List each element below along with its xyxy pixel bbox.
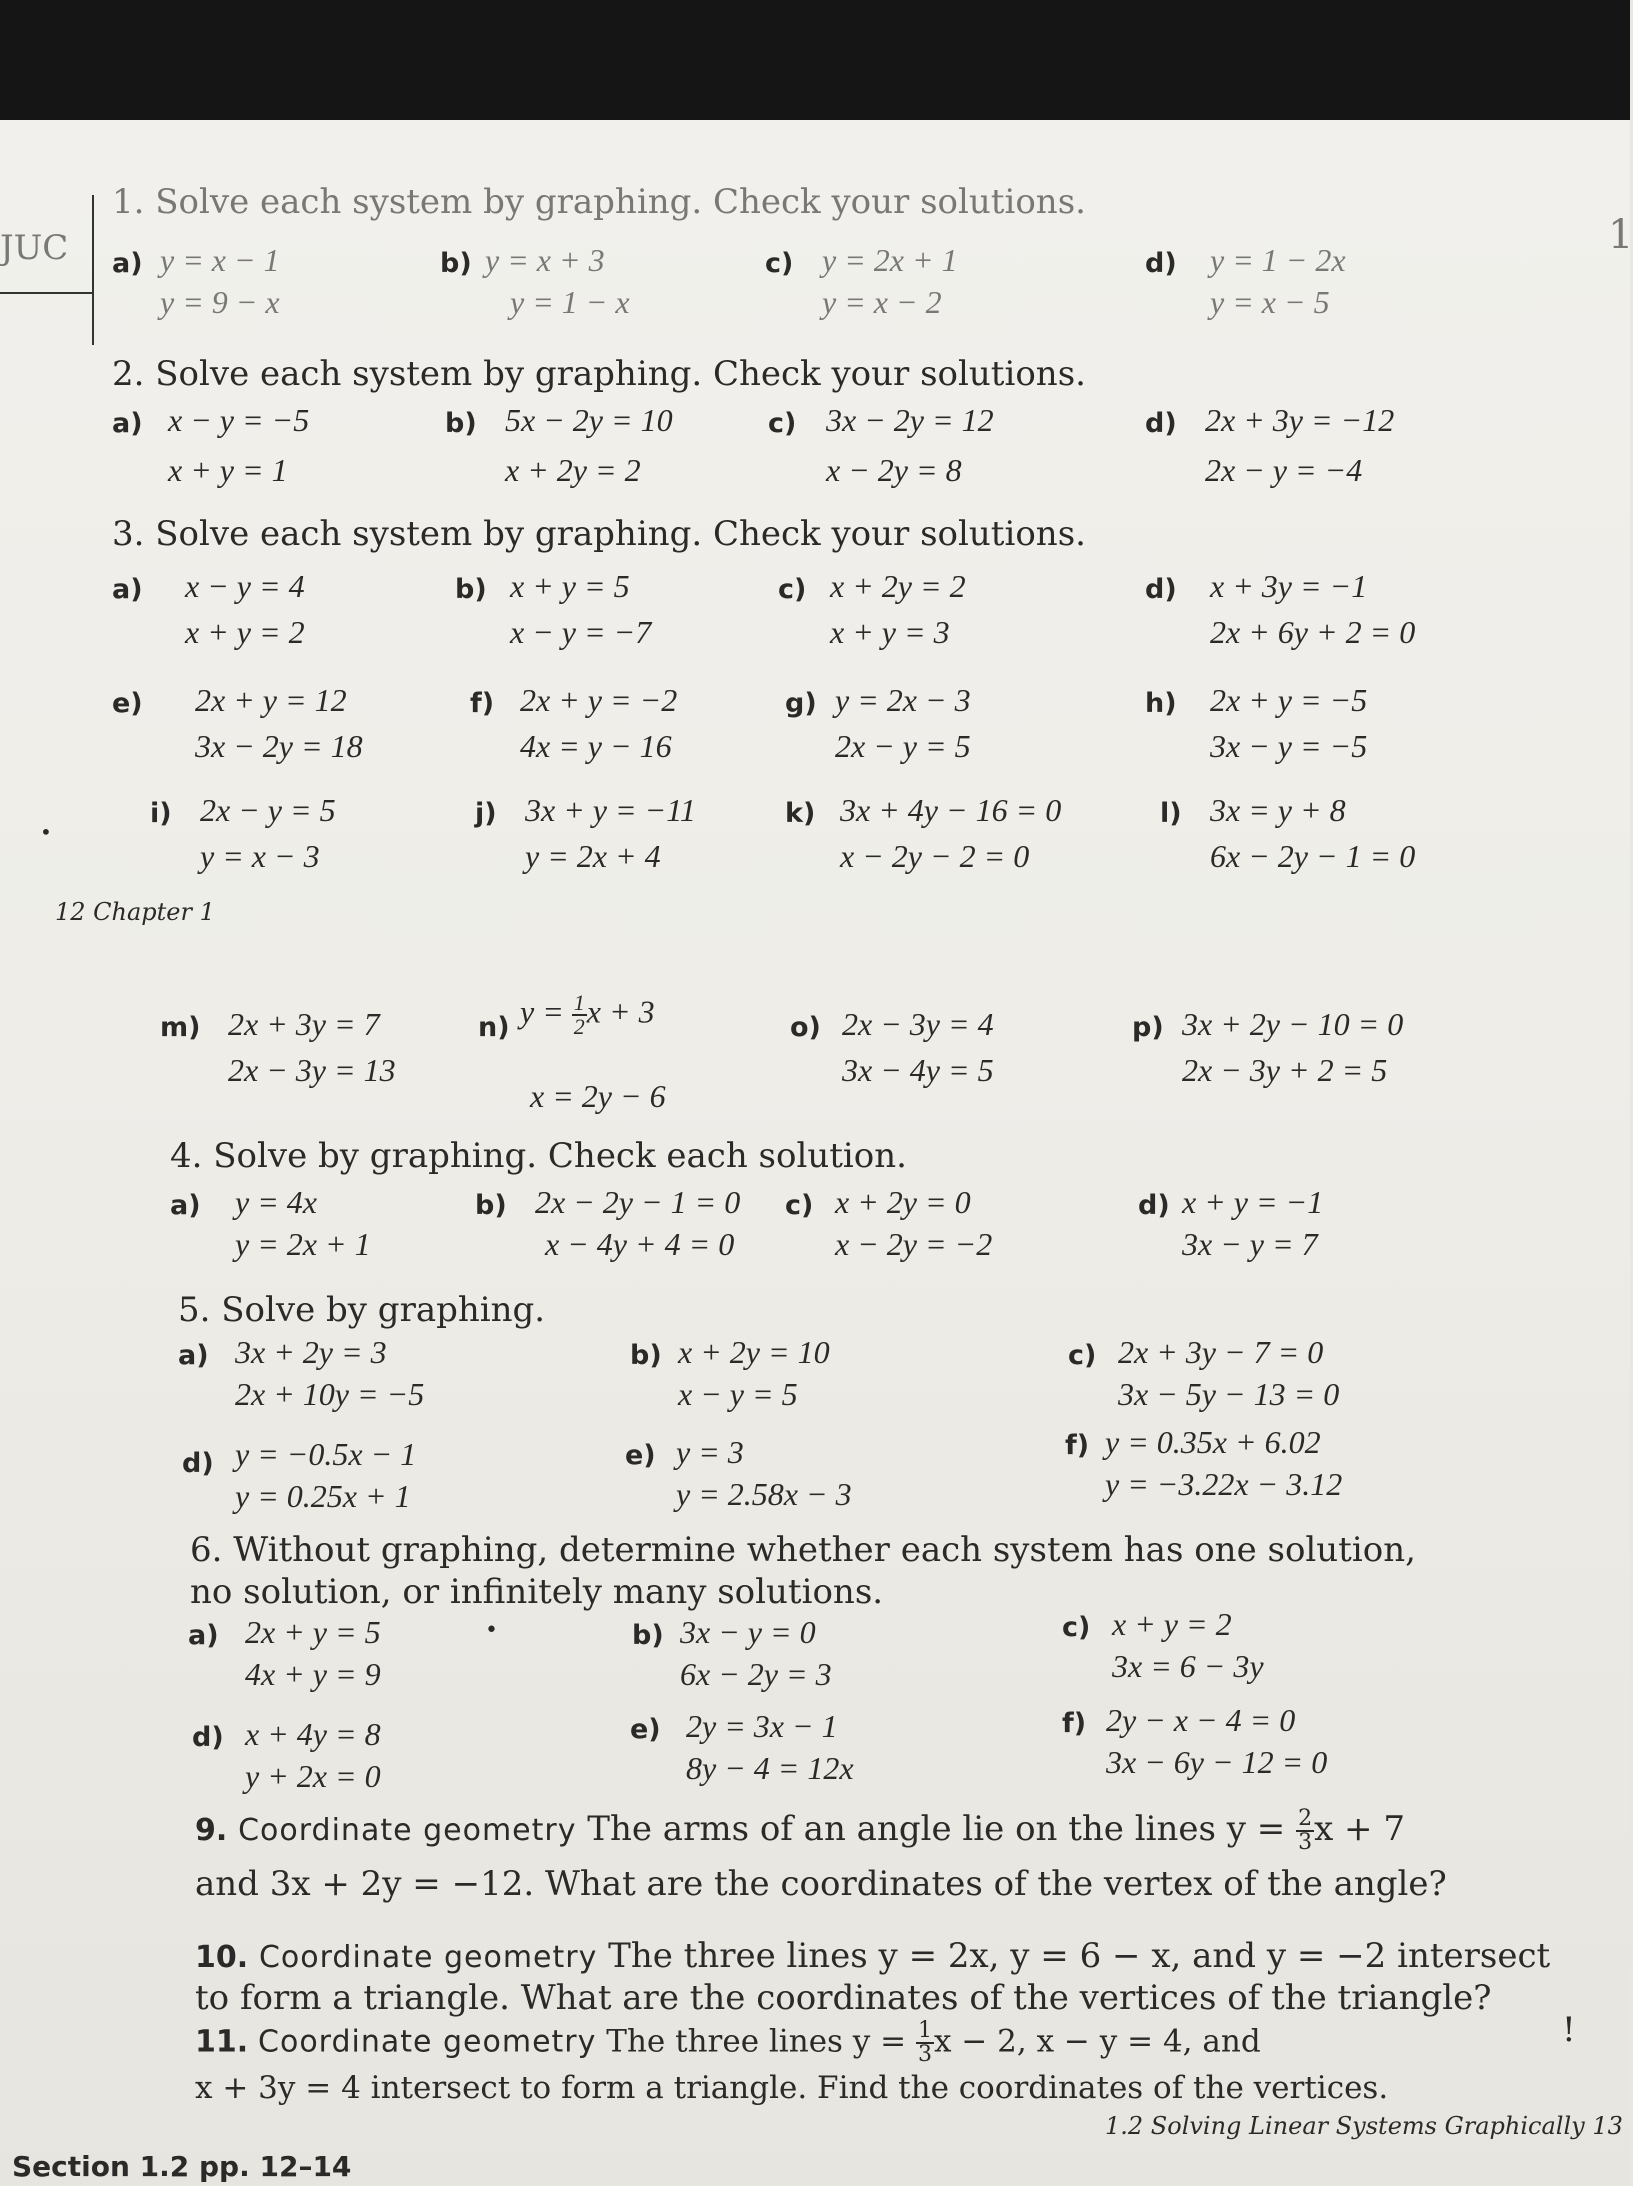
q1-d-label: d) — [1145, 248, 1177, 279]
q1-d-eq2: y = x − 5 — [1210, 284, 1330, 320]
q10-text: The three lines y = 2x, y = 6 − x, and y = −2 intersect — [608, 1936, 1551, 1976]
q6-b-label: b) — [632, 1620, 664, 1651]
q6-a-eq1: 2x + y = 5 — [245, 1614, 381, 1650]
q1-c-eq2: y = x − 2 — [822, 284, 942, 320]
q5-c-label: c) — [1068, 1340, 1097, 1371]
q4-d-label: d) — [1138, 1190, 1170, 1221]
q6-c-eq1: x + y = 2 — [1112, 1606, 1232, 1642]
q1-c-label: c) — [765, 248, 794, 279]
q4-b-eq2: x − 4y + 4 = 0 — [545, 1226, 735, 1262]
q11-line2: x + 3y = 4 intersect to form a triangle. Find the coordinates of the vertices. — [195, 2070, 1389, 2106]
q2-c-eq1: 3x − 2y = 12 — [826, 402, 994, 438]
q3-l-label: l) — [1160, 798, 1182, 829]
q3-e-label: e) — [112, 688, 143, 719]
q5-heading: 5. Solve by graphing. — [178, 1290, 546, 1330]
page-footer-right: 1.2 Solving Linear Systems Graphically 13 — [1105, 2112, 1623, 2140]
q1-a-eq1: y = x − 1 — [160, 242, 280, 278]
q6-f-eq2: 3x − 6y − 12 = 0 — [1106, 1744, 1328, 1780]
q3-o-eq2: 3x − 4y = 5 — [842, 1052, 994, 1088]
q5-b-eq2: x − y = 5 — [678, 1376, 798, 1412]
q5-a-eq1: 3x + 2y = 3 — [235, 1334, 387, 1370]
q5-c-eq2: 3x − 5y − 13 = 0 — [1118, 1376, 1340, 1412]
q3-g-label: g) — [785, 688, 817, 719]
q3-j-eq1: 3x + y = −11 — [525, 792, 696, 828]
q4-heading: 4. Solve by graphing. Check each solution. — [170, 1136, 907, 1176]
q6-d-eq1: x + 4y = 8 — [245, 1716, 381, 1752]
q3-k-eq2: x − 2y − 2 = 0 — [840, 838, 1030, 874]
q5-a-eq2: 2x + 10y = −5 — [235, 1376, 425, 1412]
q5-d-label: d) — [182, 1448, 214, 1479]
q5-d-eq1: y = −0.5x − 1 — [235, 1436, 417, 1472]
q3-b-eq2: x − y = −7 — [510, 614, 652, 650]
page-footer-left: 12 Chapter 1 — [55, 898, 215, 926]
q9-line2: and 3x + 2y = −12. What are the coordinates of the vertex of the angle? — [195, 1864, 1447, 1904]
q3-j-label: j) — [475, 798, 497, 829]
q3-f-label: f) — [470, 688, 495, 719]
q6-a-eq2: 4x + y = 9 — [245, 1656, 381, 1692]
q1-c-eq1: y = 2x + 1 — [822, 242, 958, 278]
q6-d-eq2: y + 2x = 0 — [245, 1758, 381, 1794]
q3-k-eq1: 3x + 4y − 16 = 0 — [840, 792, 1062, 828]
q3-o-label: o) — [790, 1012, 821, 1043]
q3-c-eq1: x + 2y = 2 — [830, 568, 966, 604]
q10-line1 — [195, 1936, 1550, 1976]
fraction-two-thirds: $\frac{2}{3}$ — [1298, 1806, 1313, 1855]
q3-c-label: c) — [778, 574, 807, 605]
q3-p-eq1: 3x + 2y − 10 = 0 — [1182, 1006, 1404, 1042]
q4-b-label: b) — [475, 1190, 507, 1221]
q5-f-eq1: y = 0.35x + 6.02 — [1105, 1424, 1321, 1460]
q3-g-eq1: y = 2x − 3 — [835, 682, 971, 718]
q4-d-eq1: x + y = −1 — [1182, 1184, 1324, 1220]
q3-f-eq1: 2x + y = −2 — [520, 682, 678, 718]
q3-n-eq1: y = $\frac{1}{2}$ x + 3 — [520, 990, 655, 1039]
right-mark: ! — [1562, 2010, 1576, 2050]
q3-k-label: k) — [785, 798, 816, 829]
q6-a-label: a) — [188, 1620, 219, 1651]
q11-line1: 11. Coordinate geometry The three lines y = $\frac{1}{3}$ x − 2, x − y = 4, and — [195, 2018, 1261, 2067]
q3-b-eq1: x + y = 5 — [510, 568, 630, 604]
q2-b-eq1: 5x − 2y = 10 — [505, 402, 673, 438]
q3-m-eq2: 2x − 3y = 13 — [228, 1052, 396, 1088]
q3-l-eq1: 3x = y + 8 — [1210, 792, 1346, 828]
q3-o-eq1: 2x − 3y = 4 — [842, 1006, 994, 1042]
q2-c-eq2: x − 2y = 8 — [826, 452, 962, 488]
q3-e-eq1: 2x + y = 12 — [195, 682, 347, 718]
q2-d-label: d) — [1145, 408, 1177, 439]
q2-c-label: c) — [768, 408, 797, 439]
q3-a-eq1: x − y = 4 — [185, 568, 305, 604]
q2-d-eq1: 2x + 3y = −12 — [1205, 402, 1395, 438]
q6-e-label: e) — [630, 1714, 661, 1745]
q5-f-label: f) — [1065, 1430, 1090, 1461]
q5-b-label: b) — [630, 1340, 662, 1371]
q5-e-eq2: y = 2.58x − 3 — [676, 1476, 852, 1512]
q4-a-eq2: y = 2x + 1 — [235, 1226, 371, 1262]
q3-i-eq1: 2x − y = 5 — [200, 792, 336, 828]
q4-c-eq1: x + 2y = 0 — [835, 1184, 971, 1220]
q3-i-label: i) — [150, 798, 172, 829]
q6-e-eq1: 2y = 3x − 1 — [686, 1708, 838, 1744]
q3-i-eq2: y = x − 3 — [200, 838, 320, 874]
q5-c-eq1: 2x + 3y − 7 = 0 — [1118, 1334, 1324, 1370]
q3-c-eq2: x + y = 3 — [830, 614, 950, 650]
q4-d-eq2: 3x − y = 7 — [1182, 1226, 1318, 1262]
q6-e-eq2: 8y − 4 = 12x — [686, 1750, 854, 1786]
q3-p-label: p) — [1132, 1012, 1164, 1043]
q1-b-eq1: y = x + 3 — [485, 242, 605, 278]
q1-d-eq1: y = 1 − 2x — [1210, 242, 1346, 278]
q9-line1: 9. Coordinate geometry The arms of an angle lie on the lines y = $\frac{2}{3}$ x + 7 — [195, 1806, 1405, 1855]
q1-heading: 1. Solve each system by graphing. Check your solutions. — [112, 182, 1086, 222]
q5-e-eq1: y = 3 — [676, 1434, 744, 1470]
q11-text: The three lines y = — [606, 2023, 916, 2060]
q3-f-eq2: 4x = y − 16 — [520, 728, 672, 764]
q2-a-eq1: x − y = −5 — [168, 402, 310, 438]
q3-m-eq1: 2x + 3y = 7 — [228, 1006, 380, 1042]
q2-a-label: a) — [112, 408, 143, 439]
q3-a-eq2: x + y = 2 — [185, 614, 305, 650]
q3-h-label: h) — [1145, 688, 1177, 719]
q11-title: Coordinate geometry — [258, 2024, 597, 2060]
q3-j-eq2: y = 2x + 4 — [525, 838, 661, 874]
q9-text: The arms of an angle lie on the lines y = — [587, 1809, 1297, 1849]
stray-dot: • — [40, 820, 52, 844]
q2-b-eq2: x + 2y = 2 — [505, 452, 641, 488]
q1-a-label: a) — [112, 248, 143, 279]
q3-n-eq2: x = 2y − 6 — [530, 1078, 666, 1114]
q6-d-label: d) — [192, 1722, 224, 1753]
stray-mark: • — [485, 1618, 498, 1643]
q2-d-eq2: 2x − y = −4 — [1205, 452, 1363, 488]
q10-title: Coordinate geometry — [258, 1940, 598, 1975]
q3-e-eq2: 3x − 2y = 18 — [195, 728, 363, 764]
q5-e-label: e) — [625, 1440, 656, 1471]
q10-number: 10. — [195, 1940, 249, 1975]
q3-n-label: n) — [478, 1012, 510, 1043]
q3-heading: 3. Solve each system by graphing. Check your solutions. — [112, 514, 1086, 554]
q3-d-label: d) — [1145, 574, 1177, 605]
margin-mark: 1 — [1608, 212, 1633, 258]
q5-d-eq2: y = 0.25x + 1 — [235, 1478, 411, 1514]
q6-f-eq1: 2y − x − 4 = 0 — [1106, 1702, 1296, 1738]
margin-note: JUC — [0, 228, 69, 268]
q1-b-label: b) — [440, 248, 472, 279]
q4-c-eq2: x − 2y = −2 — [835, 1226, 993, 1262]
q3-d-eq1: x + 3y = −1 — [1210, 568, 1368, 604]
q3-p-eq2: 2x − 3y + 2 = 5 — [1182, 1052, 1388, 1088]
q6-heading-line2: no solution, or infinitely many solutions. — [190, 1572, 884, 1612]
q6-b-eq2: 6x − 2y = 3 — [680, 1656, 832, 1692]
q6-f-label: f) — [1062, 1708, 1087, 1739]
q2-b-label: b) — [445, 408, 477, 439]
section-tag: Section 1.2 pp. 12–14 — [12, 2150, 352, 2183]
q3-a-label: a) — [112, 574, 143, 605]
q4-a-eq1: y = 4x — [235, 1184, 317, 1220]
q1-a-eq2: y = 9 − x — [160, 284, 280, 320]
q3-l-eq2: 6x − 2y − 1 = 0 — [1210, 838, 1416, 874]
dark-top-edge — [0, 0, 1630, 120]
q6-b-eq1: 3x − y = 0 — [680, 1614, 816, 1650]
q3-m-label: m) — [160, 1012, 201, 1043]
q9-title: Coordinate geometry — [238, 1813, 577, 1848]
q11-number: 11. — [195, 2024, 249, 2060]
q6-c-eq2: 3x = 6 − 3y — [1112, 1648, 1264, 1684]
q3-d-eq2: 2x + 6y + 2 = 0 — [1210, 614, 1416, 650]
margin-rule — [92, 195, 94, 345]
q2-heading: 2. Solve each system by graphing. Check your solutions. — [112, 354, 1086, 394]
q9-number: 9. — [195, 1813, 228, 1848]
q3-b-label: b) — [455, 574, 487, 605]
fraction-one-half: $\frac{1}{2}$ — [573, 990, 585, 1039]
q4-b-eq1: 2x − 2y − 1 = 0 — [535, 1184, 741, 1220]
margin-dash — [0, 292, 92, 294]
q4-a-label: a) — [170, 1190, 201, 1221]
q10-line2: to form a triangle. What are the coordinates of the vertices of the triangle? — [195, 1978, 1492, 2018]
q3-g-eq2: 2x − y = 5 — [835, 728, 971, 764]
fraction-one-third: $\frac{1}{3}$ — [918, 2018, 932, 2067]
q3-h-eq1: 2x + y = −5 — [1210, 682, 1368, 718]
q5-f-eq2: y = −3.22x − 3.12 — [1105, 1466, 1343, 1502]
q5-b-eq1: x + 2y = 10 — [678, 1334, 830, 1370]
q6-c-label: c) — [1062, 1612, 1091, 1643]
q2-a-eq2: x + y = 1 — [168, 452, 288, 488]
q1-b-eq2: y = 1 − x — [510, 284, 630, 320]
q3-h-eq2: 3x − y = −5 — [1210, 728, 1368, 764]
q6-heading-line1: 6. Without graphing, determine whether each system has one solution, — [190, 1530, 1416, 1570]
q5-a-label: a) — [178, 1340, 209, 1371]
q4-c-label: c) — [785, 1190, 814, 1221]
